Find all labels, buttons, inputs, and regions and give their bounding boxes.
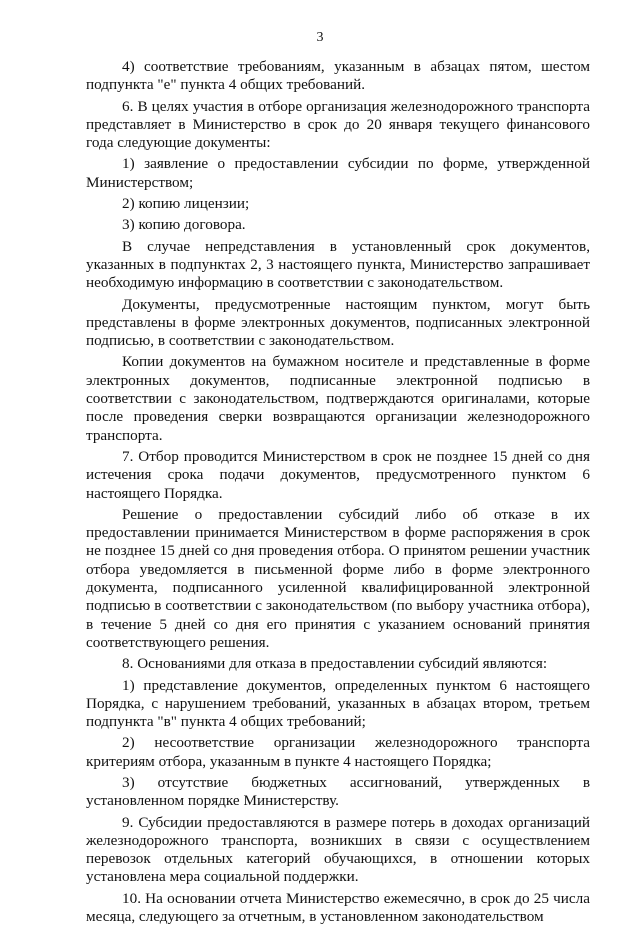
paragraph-10: 10. На основании отчета Министерство ежемесячно, в срок до 25 числа месяца, следующего за отчетным, в установленном законодательством xyxy=(86,889,590,926)
paragraph-6-copies: Копии документов на бумажном носителе и представленные в форме электронных документов, подписанные электронной подписью в соответствии с законодательством, подтверждаются оригиналами, которые после проведения сверки возвращаются организации железнодорожного транспорта. xyxy=(86,353,590,444)
paragraph-8: 8. Основаниями для отказа в предоставлении субсидий являются: xyxy=(122,655,548,673)
paragraph-6-2: 2) копию лицензии; xyxy=(122,195,250,213)
paragraph-9: 9. Субсидии предоставляются в размере потерь в доходах организаций железнодорожного транспорта, возникших в связи с осуществлением перевозок отдельных категорий обучающихся, в отношении которых установлена мера социальной поддержки. xyxy=(86,813,590,886)
page-number: 3 xyxy=(316,30,324,45)
paragraph-7-decision: Решение о предоставлении субсидий либо об отказе в их предоставлении принимается Министерством в форме распоряжения в срок не позднее 15 дней со дня проведения отбора. О принятом решении участник отбора уведомляется в письменной форме либо в форме электронного документа, подписанного усиленной квалифицированной электронной подписью в соответствии с законодательством (по выбору участника отбора), в течение 5 дней со дня его принятия с указанием оснований принятия соответствующего решения. xyxy=(86,505,590,651)
paragraph-6: 6. В целях участия в отборе организация железнодорожного транспорта представляет в Министерство в срок до 20 января текущего финансового года следующие документы: xyxy=(86,97,590,152)
paragraph-8-2: 2) несоответствие организации железнодорожного транспорта критериям отбора, указанным в пункте 4 настоящего Порядка; xyxy=(86,734,590,770)
paragraph-8-3: 3) отсутствие бюджетных ассигнований, утвержденных в установленном порядке Министерству. xyxy=(86,773,590,810)
paragraph-6-nonsubmission: В случае непредставления в установленный срок документов, указанных в подпунктах 2, 3 настоящего пункта, Министерство запрашивает необходимую информацию в соответствии с законодательством. xyxy=(86,237,590,292)
paragraph-6-3: 3) копию договора. xyxy=(122,216,246,234)
paragraph-4-4: 4) соответствие требованиям, указанным в абзацах пятом, шестом подпункта "е" пункта 4 общих требований. xyxy=(86,58,590,94)
paragraph-8-1: 1) представление документов, определенных пунктом 6 настоящего Порядка, с нарушением требований, указанных в абзацах втором, третьем подпункта "в" пункта 4 общих требований; xyxy=(86,676,590,731)
document-body xyxy=(86,58,590,929)
paragraph-7: 7. Отбор проводится Министерством в срок не позднее 15 дней со дня истечения срока подачи документов, предусмотренного пунктом 6 настоящего Порядка. xyxy=(86,447,590,502)
paragraph-6-electronic: Документы, предусмотренные настоящим пунктом, могут быть представлены в форме электронных документов, подписанных электронной подписью, в соответствии с законодательством. xyxy=(86,295,590,350)
paragraph-6-1: 1) заявление о предоставлении субсидии по форме, утвержденной Министерством; xyxy=(86,155,590,191)
